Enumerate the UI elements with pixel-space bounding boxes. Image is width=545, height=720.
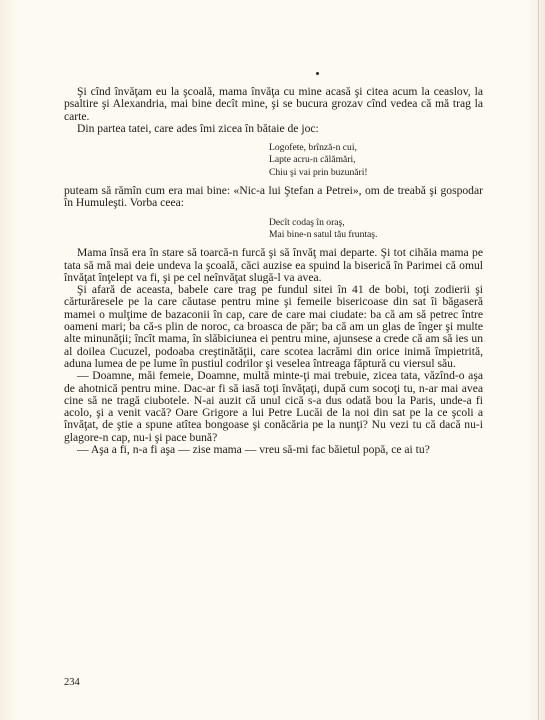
verse-line: Lapte acru-n călămări, — [269, 154, 356, 166]
verse-line: Decît codaş în oraş, — [269, 216, 345, 228]
paragraph: Şi afară de aceasta, babele care trag pe fundul sitei în 41 de bobi, toţi zodierii şi cărturăresele pe la care căutase pentru mine şi femeile bisericoase din sat îi băgaseră mamei o mulţime de bazaconii în cap, care de care mai ciudate: ba că am să petrec între oameni mari; ba că-s plin de noroc, ca broasca de păr; ba că am un glas de înger şi multe alte minunăţii; încît mama, în slăbiciunea ei pentru mine, ajunsese a crede că am să ies un al doilea Cucuzel, podoaba creştinătăţii, care scotea lacrămi din orice inimă împietrită, aduna lumea de pe lume în pustiul codrilor şi veselea întreaga făptură cu viersul său. — [64, 283, 483, 370]
verse-line: Chiu şi vai prin buzunări! — [269, 166, 368, 178]
page-edge — [538, 0, 539, 720]
verse-block — [269, 217, 483, 242]
body-text — [64, 86, 483, 456]
paragraph: — Doamne, măi femeie, Doamne, multă minte-ţi mai trebuie, zicea tata, văzînd-o aşa de ahotnică pentru mine. Dac-ar fi să iasă toţi învăţaţi, după cum socoţi tu, n-ar mai avea cine să ne tragă ciubotele. N-ai auzit că unul cică s-a dus odată bou la Paris, unde-a fi acolo, şi a venit vacă? Oare Grigore a lui Petre Lucăi de la noi din sat pe la ce şcoli a învăţat, de ştie a spune atîtea bongoase şi conăcăria pe la nunţi? Nu vezi tu că dacă nu-i glagore-n cap, nu-i şi pace bună? — [64, 369, 483, 444]
verse-line: Logofete, brînză-n cui, — [269, 142, 357, 154]
verse-block — [269, 142, 483, 179]
paragraph: Şi cînd învăţam eu la şcoală, mama învăţa cu mine acasă şi citea acum la ceaslov, la psaltire şi Alexandria, mai bine decît mine, şi se bucura grozav cînd vedea că mă trag la carte. — [64, 85, 483, 123]
printing-speck — [316, 72, 319, 75]
verse-line: Mai bine-n satul tău fruntaş. — [269, 228, 378, 240]
paragraph: Mama însă era în stare să toarcă-n furcă şi să învăţ mai departe. Şi tot cihăia mama pe tata să mă mai deie undeva la şcoală, căci auzise ea spuind la biserică în Parimei că omul învăţat înţelept va fi, şi pe cel neînvăţat slugă-l va avea. — [64, 246, 483, 284]
paragraph: Din partea tatei, care ades îmi zicea în bătaie de joc: — [77, 121, 319, 135]
paragraph: — Aşa a fi, n-a fi aşa — zise mama — vreu să-mi fac băietul popă, ce ai tu? — [77, 443, 430, 457]
paragraph: puteam să rămîn cum era mai bine: «Nic-a lui Ştefan a Petrei», om de treabă şi gospodar în Humuleşti. Vorba ceea: — [64, 184, 483, 210]
page-number: 234 — [64, 677, 80, 688]
